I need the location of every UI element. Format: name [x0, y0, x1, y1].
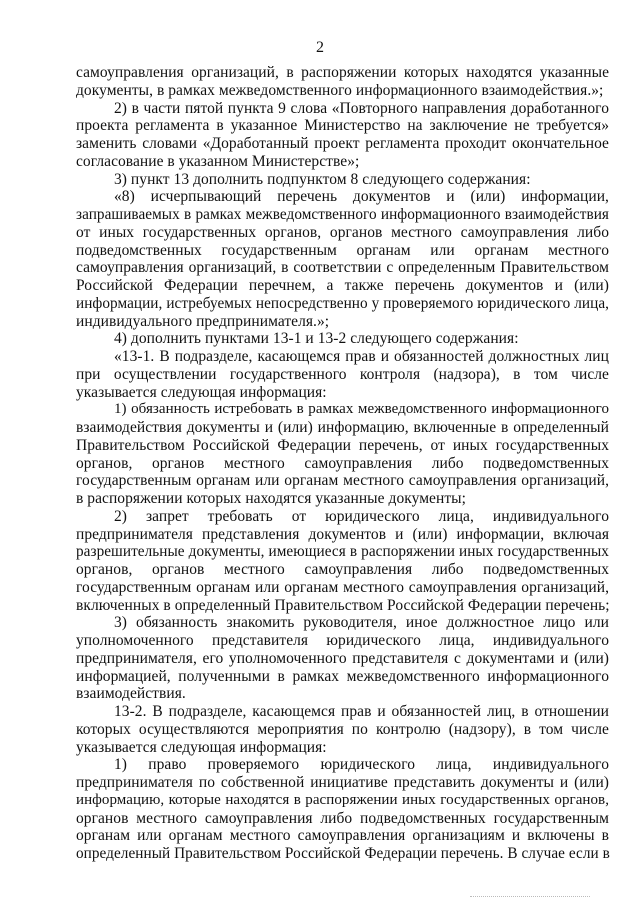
text-line: предпринимателя представления документов и (или) информации, включая: [76, 525, 609, 543]
text-line: 13-2. В подразделе, касающемся прав и обязанностей лиц, в отношении: [114, 703, 609, 720]
text-line: 2) в части пятой пункта 9 слова «Повторного направления доработанного: [114, 99, 609, 117]
text-line: предпринимателя по собственной инициативе представить документы и (или): [76, 774, 609, 791]
text-line: 3) пункт 13 дополнить подпунктом 8 следующего содержания:: [114, 170, 531, 188]
text-line: предпринимателя, его уполномоченного представителя с документами и (или): [76, 649, 609, 667]
text-line: органам или органам местного самоуправления организациям и включены в: [76, 827, 609, 845]
text-line: указывается следующая информация:: [76, 383, 327, 401]
text-line: от иных государственных органов, органов местного самоуправления либо: [76, 223, 609, 241]
text-line: «8) исчерпывающий перечень документов и (или) информации,: [114, 188, 609, 206]
text-line: государственным органам или органам местного самоуправления организаций,: [76, 472, 609, 490]
text-line: Российской Федерации перечнем, а также перечень документов и (или): [76, 277, 609, 294]
text-line: которых осуществляются мероприятия по контролю (надзору), в том числе: [76, 720, 609, 738]
text-line: включенных в определенный Правительством Российской Федерации перечень;: [76, 596, 610, 614]
text-line: «13-1. В подразделе, касающемся прав и обязанностей должностных лиц: [114, 348, 609, 365]
text-line: 2) запрет требовать от юридического лица, индивидуального: [114, 507, 609, 525]
text-line: проекта регламента в указанное Министерство на заключение не требуется»: [76, 117, 609, 135]
text-line: запрашиваемых в рамках межведомственного информационного взаимодействия: [76, 206, 609, 223]
text-line: подведомственных государственным органам или органам местного: [76, 241, 609, 259]
text-line: 4) дополнить пунктами 13-1 и 13-2 следующего содержания:: [114, 330, 519, 348]
text-line: информации, истребуемых непосредственно у проверяемого юридического лица,: [76, 294, 609, 312]
scan-artifact: [470, 896, 590, 898]
text-line: взаимодействия.: [76, 685, 186, 703]
text-line: при осуществлении государственного контроля (надзора), в том числе: [76, 365, 609, 383]
text-line: органов местного самоуправления либо подведомственных государственным: [76, 809, 609, 827]
document-body: [76, 64, 609, 863]
text-line: указывается следующая информация:: [76, 738, 327, 756]
text-line: 1) право проверяемого юридического лица, индивидуального: [114, 756, 609, 774]
text-line: в распоряжении которых находятся указанные документы;: [76, 490, 466, 507]
text-line: уполномоченного представителя юридического лица, индивидуального: [76, 632, 609, 649]
text-line: взаимодействия документы и (или) информацию, включенные в определенный: [76, 419, 609, 436]
text-line: заменить словами «Доработанный проект регламента проходит окончательное: [76, 135, 609, 152]
text-line: Правительством Российской Федерации перечень, от иных государственных: [76, 436, 609, 454]
text-line: документы, в рамках межведомственного информационного взаимодействия.»;: [76, 81, 604, 99]
page-number: 2: [316, 39, 324, 56]
text-line: определенный Правительством Российской Федерации перечень. В случае если в: [76, 845, 610, 862]
text-line: самоуправления организаций, в соответствии с определенным Правительством: [76, 259, 609, 277]
text-line: информацией, полученными в рамках межведомственного информационного: [76, 667, 609, 685]
text-line: 1) обязанность истребовать в рамках межведомственного информационного: [114, 401, 609, 418]
text-line: 3) обязанность знакомить руководителя, иное должностное лицо или: [114, 614, 609, 632]
text-line: самоуправления организаций, в распоряжении которых находятся указанные: [76, 64, 609, 81]
text-line: государственным органам или органам местного самоуправления организаций,: [76, 578, 609, 596]
text-line: органов, органов местного самоуправления либо подведомственных: [76, 454, 609, 472]
text-line: разрешительные документы, имеющиеся в распоряжении иных государственных: [76, 543, 609, 561]
text-line: информацию, которые находятся в распоряжении иных государственных органов,: [76, 791, 609, 808]
text-line: индивидуального предпринимателя.»;: [76, 312, 330, 330]
text-line: согласование в указанном Министерстве»;: [76, 152, 360, 170]
text-line: органов, органов местного самоуправления либо подведомственных: [76, 561, 609, 578]
